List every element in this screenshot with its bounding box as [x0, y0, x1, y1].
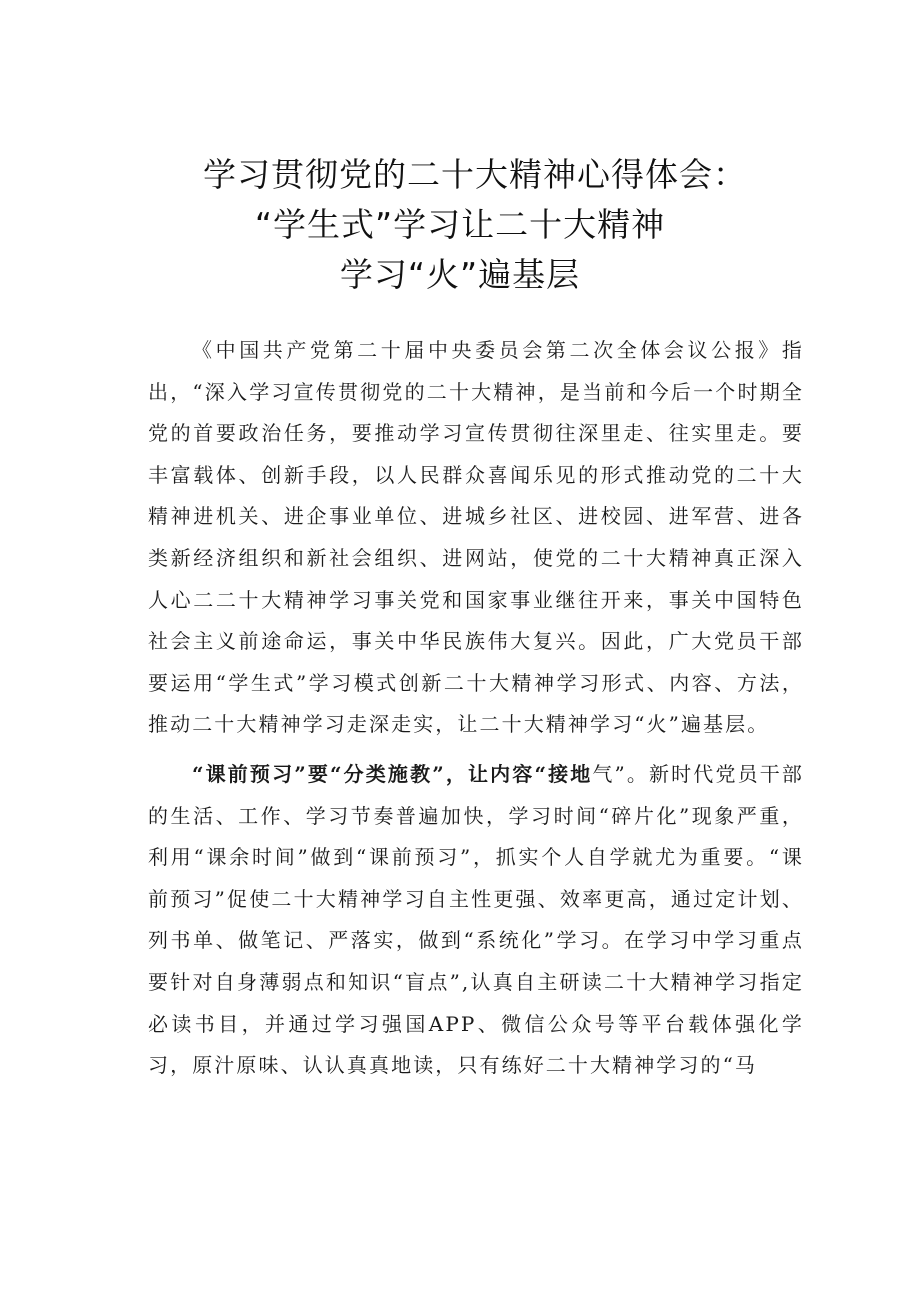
title-line-3: 学习“火”遍基层 — [339, 255, 581, 294]
paragraph-2 — [148, 754, 804, 1087]
title-line-2: “学生式”学习让二十大精神 — [254, 205, 666, 244]
paragraph-2-lead: “课前预习”要“分类施教”，让内容“接地 — [192, 761, 593, 786]
document-body — [148, 330, 804, 1095]
paragraph-1-text: 《中国共产党第二十届中央委员会第二次全体会议公报》指出，“深入学习宣传贯彻党的二十大精神，是当前和今后一个时期全党的首要政治任务，要推动学习宣传贯彻往深里走、往实里走。要丰富载体、创新手段，以人民群众喜闻乐见的形式推动党的二十大精神进机关、进企事业单位、进城乡社区、进校园、进军营、进各类新经济组织和新社会组织、进网站，使党的二十大精神真正深入人心二二十大精神学习事关党和国家事业继往开来，事关中国特色社会主义前途命运，事关中华民族伟大复兴。因此，广大党员干部要运用“学生式”学习模式创新二十大精神学习形式、内容、方法，推动二十大精神学习走深走实，让二十大精神学习“火”遍基层。 — [148, 338, 804, 737]
paragraph-2-text: 气”。新时代党员干部的生活、工作、学习节奏普遍加快，学习时间“碎片化”现象严重，利用“课余时间”做到“课前预习”，抓实个人自学就尤为重要。“课前预习”促使二十大精神学习自主性更强、效率更高，通过定计划、列书单、做笔记、严落实，做到“系统化”学习。在学习中学习重点要针对自身薄弱点和知识“盲点”,认真自主研读二十大精神学习指定必读书目，并通过学习强国APP、微信公众号等平台载体强化学习，原汁原味、认认真真地读，只有练好二十大精神学习的“马 — [148, 761, 804, 1078]
title-line-1: 学习贯彻党的二十大精神心得体会： — [203, 155, 747, 194]
paragraph-1 — [148, 330, 804, 746]
document-title — [0, 150, 920, 300]
